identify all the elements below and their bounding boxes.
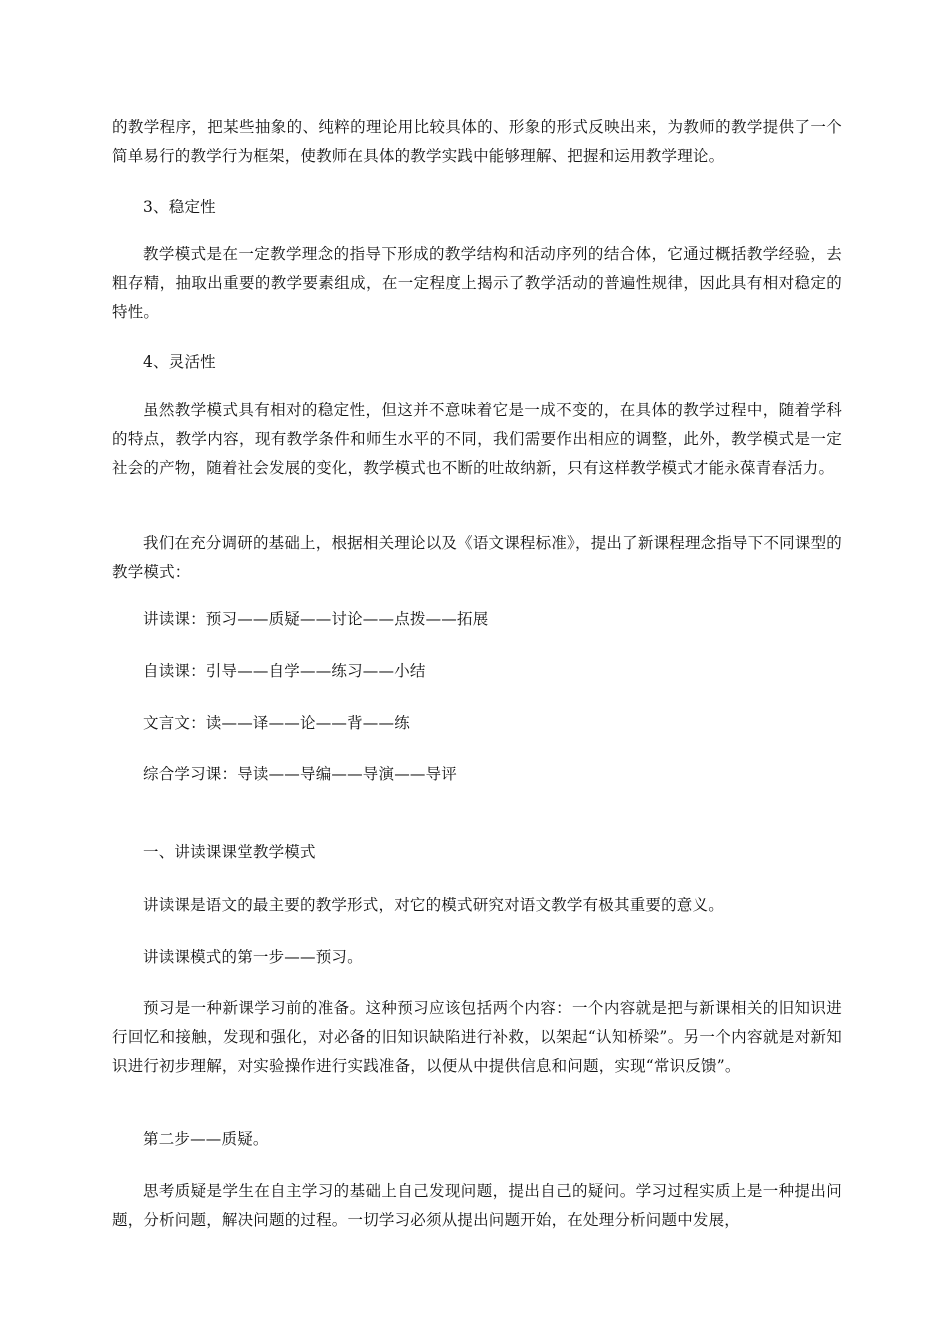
heading-flexibility: 4、灵活性 xyxy=(143,353,216,371)
paragraph-lecture-importance: 讲读课是语文的最主要的教学形式，对它的模式研究对语文教学有极其重要的意义。 xyxy=(143,896,724,914)
paragraph-research: 我们在充分调研的基础上，根据相关理论以及《语文课程标准》，提出了新课程理念指导下不同课型的教学模式： xyxy=(112,534,842,581)
step-one-preview: 讲读课模式的第一步——预习。 xyxy=(143,948,363,966)
mode-lecture-reading: 讲读课：预习——质疑——讨论——点拨——拓展 xyxy=(143,610,489,628)
mode-classical-chinese: 文言文：读——译——论——背——练 xyxy=(143,714,410,732)
section-heading-1: 一、讲读课课堂教学模式 xyxy=(143,843,316,861)
paragraph-flexibility: 虽然教学模式具有相对的稳定性，但这并不意味着它是一成不变的，在具体的教学过程中，随着学科的特点，教学内容，现有教学条件和师生水平的不同，我们需要作出相应的调整，此外，教学模式是一定社会的产物，随着社会发展的变化，教学模式也不断的吐故纳新，只有这样教学模式才能永葆青春活力。 xyxy=(112,401,842,477)
step-two-questioning: 第二步——质疑。 xyxy=(143,1130,269,1148)
mode-comprehensive-study: 综合学习课：导读——导编——导演——导评 xyxy=(143,765,458,783)
mode-self-reading: 自读课：引导——自学——练习——小结 xyxy=(143,662,426,680)
paragraph-continuation: 的教学程序，把某些抽象的、纯粹的理论用比较具体的、形象的形式反映出来，为教师的教学提供了一个简单易行的教学行为框架，使教师在具体的教学实践中能够理解、把握和运用教学理论。 xyxy=(112,118,842,165)
paragraph-questioning: 思考质疑是学生在自主学习的基础上自己发现问题，提出自己的疑问。学习过程实质上是一种提出问题，分析问题，解决问题的过程。一切学习必须从提出问题开始，在处理分析问题中发展， xyxy=(112,1182,842,1229)
heading-stability: 3、稳定性 xyxy=(143,198,216,216)
paragraph-preview: 预习是一种新课学习前的准备。这种预习应该包括两个内容：一个内容就是把与新课相关的旧知识进行回忆和接触，发现和强化，对必备的旧知识缺陷进行补救，以架起“认知桥梁”。另一个内容就是对新知识进行初步理解，对实验操作进行实践准备，以便从中提供信息和问题，实现“常识反馈”。 xyxy=(112,999,842,1075)
paragraph-stability: 教学模式是在一定教学理念的指导下形成的教学结构和活动序列的结合体，它通过概括教学经验，去粗存精，抽取出重要的教学要素组成，在一定程度上揭示了教学活动的普遍性规律，因此具有相对稳定的特性。 xyxy=(112,245,842,321)
